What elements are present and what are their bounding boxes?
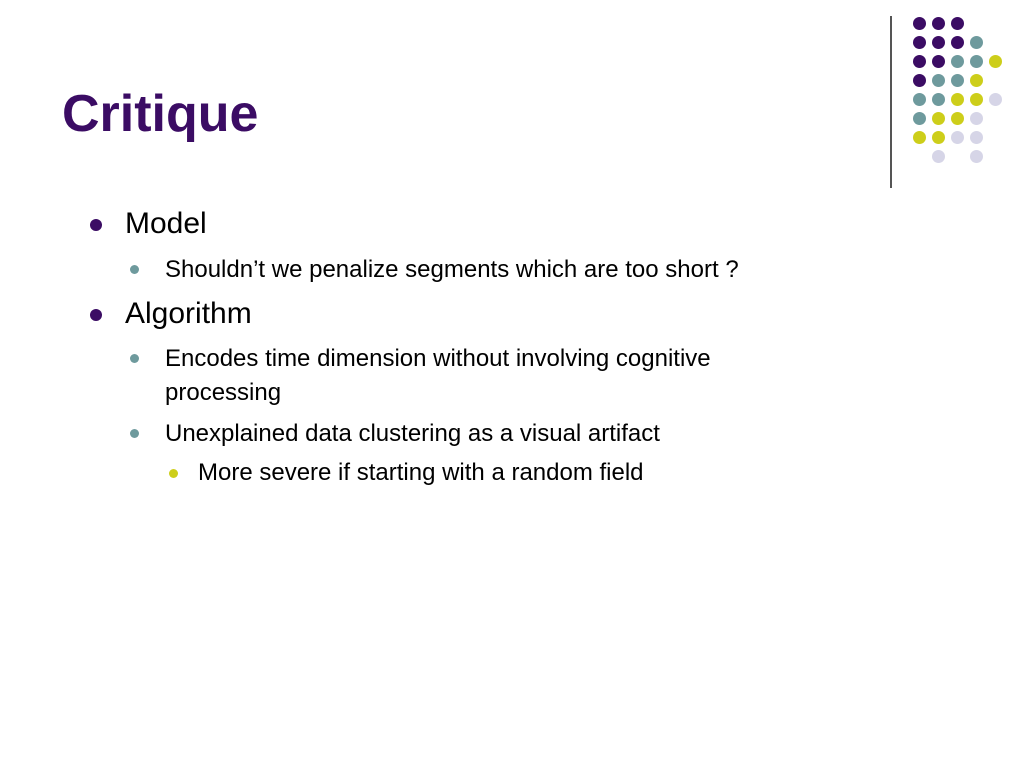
bullet-level2-icon	[130, 265, 139, 274]
slide-title: Critique	[62, 85, 259, 143]
bullet-model: Model	[125, 207, 207, 240]
bullet-more-severe: More severe if starting with a random field	[198, 459, 644, 486]
bullet-level1-icon	[90, 309, 102, 321]
bullet-penalize-segments: Shouldn’t we penalize segments which are too short ?	[165, 256, 739, 283]
bullet-unexplained-clustering: Unexplained data clustering as a visual artifact	[165, 420, 660, 447]
bullet-encodes-time-line1: Encodes time dimension without involving cognitive	[165, 345, 711, 372]
bullet-level2-icon	[130, 354, 139, 363]
bullet-encodes-time-line2: processing	[165, 379, 282, 406]
bullet-level2-icon	[130, 429, 139, 438]
bullet-level3-icon	[169, 469, 178, 478]
bullet-algorithm: Algorithm	[125, 297, 252, 330]
bullet-level1-icon	[90, 219, 102, 231]
